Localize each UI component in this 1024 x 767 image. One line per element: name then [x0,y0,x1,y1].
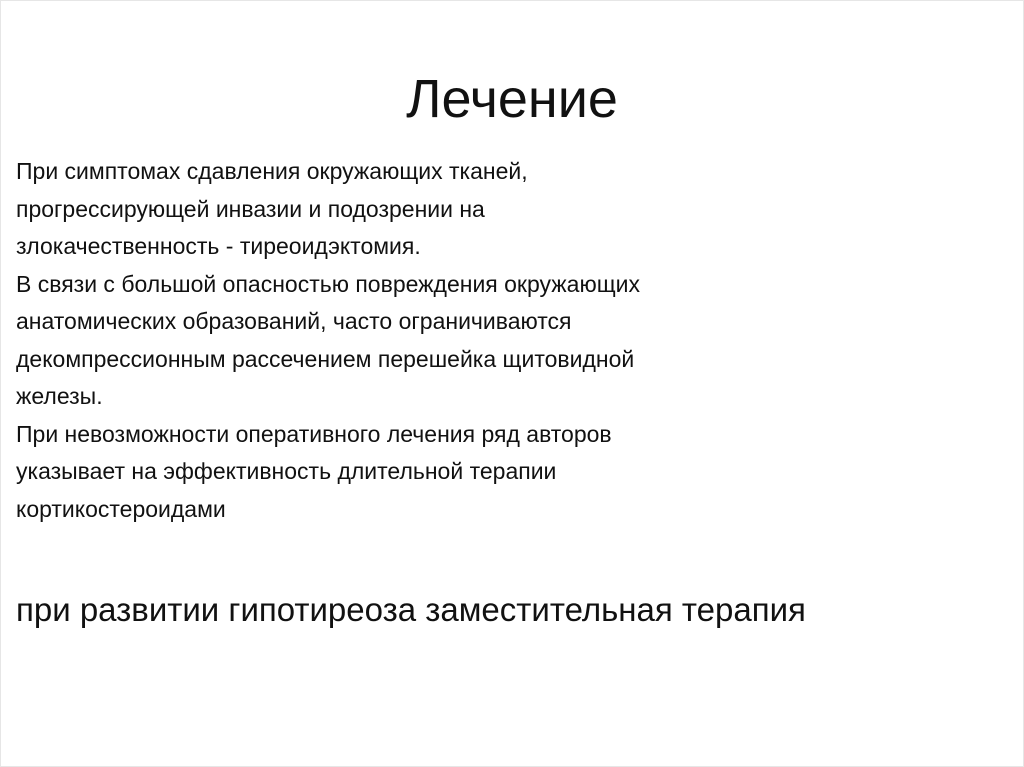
slide-body [16,153,976,528]
body-line: кортикостероидами [16,495,226,522]
body-line: При симптомах сдавления окружающих тканей, [16,158,528,184]
body-line: указывает на эффективность длительной терапии [16,458,557,484]
body-line: злокачественность - тиреоидэктомия. [16,233,421,259]
slide-title: Лечение [406,69,618,129]
body-line: прогрессирующей инвазии и подозрении на [16,195,485,222]
body-line: В связи с большой опасностью повреждения окружающих [16,270,640,297]
body-line: декомпрессионным рассечением перешейка щитовидной [16,345,635,372]
body-line: железы. [16,383,103,409]
body-line: анатомических образований, часто ограничиваются [16,308,572,334]
body-line: При невозможности оперативного лечения ряд авторов [16,420,612,447]
slide-conclusion: при развитии гипотиреоза заместительная терапия [16,591,806,628]
